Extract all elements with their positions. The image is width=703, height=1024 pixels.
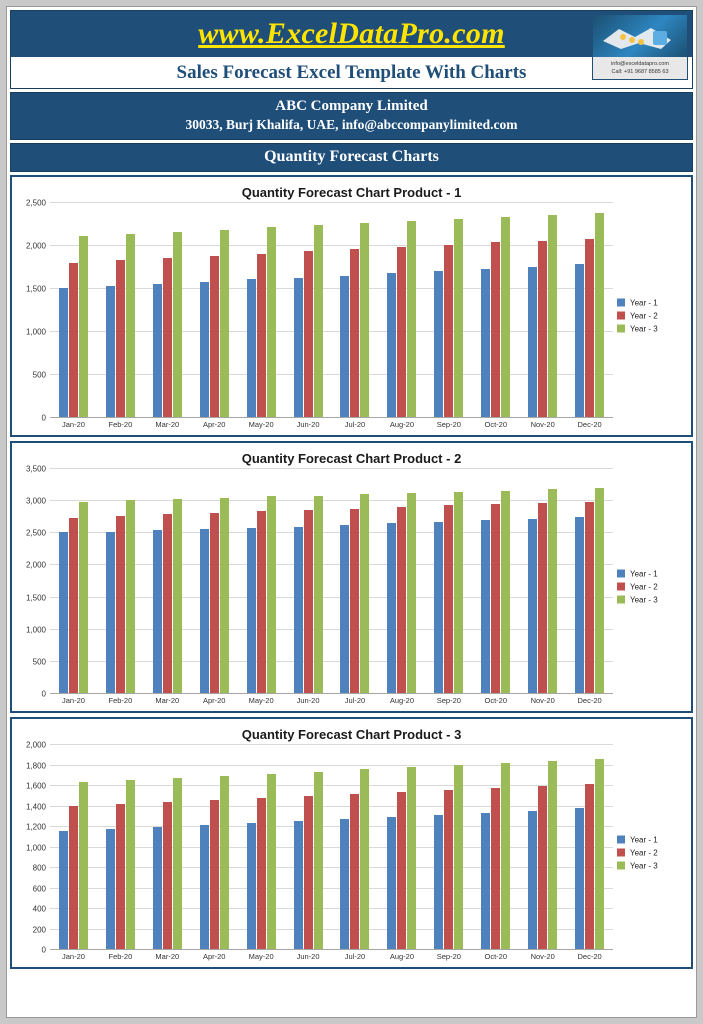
y-tick-label: 500 [32,370,46,380]
logo[interactable] [592,14,688,80]
bar-1[interactable] [528,811,537,949]
bar-2[interactable] [397,792,406,949]
bar-3[interactable] [454,492,463,693]
bar-group [285,202,332,417]
bar-2[interactable] [116,516,125,693]
bar-2[interactable] [350,794,359,949]
legend-label: Year - 3 [630,324,658,333]
y-tick-label: 1,000 [25,625,46,635]
y-tick-label: 2,500 [25,528,46,538]
x-axis-labels [50,952,613,961]
bar-2[interactable] [257,511,266,693]
bar-1[interactable] [528,267,537,417]
bar-1[interactable] [481,269,490,417]
bar-1[interactable] [387,273,396,417]
bar-2[interactable] [585,784,594,949]
x-tick-label: Jun-20 [296,952,320,961]
bar-group [378,202,425,417]
chart-title: Quantity Forecast Chart Product - 1 [241,185,462,200]
template-title-row [11,57,692,88]
y-tick-label: 0 [41,945,46,955]
bar-1[interactable] [387,817,396,949]
legend-label: Year - 1 [630,569,658,578]
chart-title: Quantity Forecast Chart Product - 2 [241,451,462,466]
bar-2[interactable] [210,256,219,417]
bar-3[interactable] [360,223,369,417]
y-tick-label: 0 [41,689,46,699]
bar-groups [50,468,613,693]
bar-group [144,744,191,949]
legend-label: Year - 1 [630,298,658,307]
x-tick-label: Nov-20 [530,420,555,429]
bar-1[interactable] [434,815,443,949]
y-tick-label: 1,000 [25,843,46,852]
bar-3[interactable] [454,765,463,949]
bar-group [97,744,144,949]
bar-2[interactable] [491,788,500,949]
y-tick-label: 2,000 [25,740,46,750]
legend-item[interactable] [617,861,658,870]
x-tick-label: Sep-20 [436,696,461,705]
bar-1[interactable] [59,532,68,693]
bar-2[interactable] [257,798,266,949]
bar-group [332,744,379,949]
bar-group [50,744,97,949]
bar-2[interactable] [69,263,78,417]
bar-group [378,468,425,693]
bar-1[interactable] [59,288,68,417]
x-tick-label: Dec-20 [577,696,602,705]
bar-group [425,202,472,417]
bar-group [566,744,613,949]
bar-1[interactable] [200,529,209,693]
x-tick-label: May-20 [248,696,274,705]
y-tick-label: 200 [32,925,46,934]
x-tick-label: Aug-20 [389,696,414,705]
bar-1[interactable] [294,527,303,694]
bar-group [519,468,566,693]
legend-item[interactable] [617,582,658,591]
bar-2[interactable] [397,247,406,417]
x-tick-label: May-20 [248,420,274,429]
legend-swatch-icon [617,596,625,604]
y-tick-label: 600 [32,884,46,893]
bar-2[interactable] [116,260,125,417]
bar-1[interactable] [153,284,162,417]
bar-group [519,202,566,417]
x-axis-line [41,413,613,423]
bar-group [566,468,613,693]
x-tick-label: Aug-20 [389,952,414,961]
bar-groups [50,202,613,417]
x-tick-label: Apr-20 [202,696,226,705]
plot-wrapper [12,198,691,429]
legend-item[interactable] [617,848,658,857]
charts-container [7,172,696,972]
bar-3[interactable] [314,496,323,693]
legend-item[interactable] [617,298,658,307]
x-axis-line [41,945,613,955]
bar-1[interactable] [340,525,349,693]
bar-group [472,744,519,949]
bar-3[interactable] [267,496,276,693]
bar-3[interactable] [220,776,229,949]
logo-contact [593,57,687,79]
bar-1[interactable] [575,517,584,693]
legend-label: Year - 2 [630,848,658,857]
bar-2[interactable] [585,239,594,417]
header-band [10,10,693,89]
bar-2[interactable] [210,513,219,693]
legend-item[interactable] [617,569,658,578]
bar-1[interactable] [434,522,443,693]
bar-1[interactable] [340,276,349,417]
bar-3[interactable] [360,769,369,949]
y-axis [12,202,50,429]
bar-3[interactable] [173,232,182,417]
legend-swatch-icon [617,325,625,333]
y-tick-label: 400 [32,904,46,914]
bar-2[interactable] [350,509,359,694]
legend-label: Year - 1 [630,835,658,844]
company-address: 30033, Burj Khalifa, UAE, info@abccompanylimited.com [185,117,518,132]
y-tick-label: 800 [32,863,46,873]
bar-1[interactable] [106,829,115,949]
x-tick-label: Oct-20 [484,696,508,705]
y-tick-label: 1,200 [25,822,46,832]
bar-3[interactable] [595,759,604,949]
bar-3[interactable] [454,219,463,417]
worksheet [6,6,697,1018]
bar-1[interactable] [575,808,584,949]
bar-1[interactable] [200,825,209,949]
bar-group [472,202,519,417]
bar-1[interactable] [294,821,303,949]
x-tick-label: Mar-20 [155,420,180,429]
bar-2[interactable] [304,510,313,693]
x-tick-label: Sep-20 [436,420,461,429]
x-tick-label: Feb-20 [108,952,133,961]
bar-group [238,744,285,949]
bar-group [519,744,566,949]
bar-2[interactable] [444,505,453,693]
plot-area [25,464,613,699]
bar-2[interactable] [163,514,172,693]
bar-2[interactable] [444,790,453,949]
legend-label: Year - 3 [630,595,658,604]
y-tick-label: 3,500 [25,464,46,474]
bar-1[interactable] [340,819,349,949]
section-band [10,143,693,172]
bar-2[interactable] [163,258,172,417]
bar-group [50,202,97,417]
bar-group [144,468,191,693]
bar-3[interactable] [126,780,135,949]
site-title-row [11,11,692,57]
x-tick-label: Jul-20 [344,696,366,705]
legend [613,468,691,705]
x-tick-label: Apr-20 [202,420,226,429]
bar-group [191,468,238,693]
bar-3[interactable] [79,502,88,693]
bar-3[interactable] [220,230,229,417]
plot-wrapper [12,740,691,961]
bar-2[interactable] [163,802,172,949]
bar-3[interactable] [501,491,510,694]
y-tick-label: 1,600 [25,781,46,791]
bar-2[interactable] [304,251,313,417]
bar-3[interactable] [267,774,276,949]
bar-group [472,468,519,693]
bar-group [97,202,144,417]
x-tick-label: Jun-20 [296,420,320,429]
plot-area [25,740,613,955]
bar-group [191,202,238,417]
bar-1[interactable] [247,823,256,949]
x-tick-label: Jan-20 [61,696,85,705]
legend-swatch-icon [617,299,625,307]
bar-2[interactable] [304,796,313,949]
bar-2[interactable] [397,507,406,693]
x-tick-label: Jul-20 [344,952,366,961]
logo-graphic [593,15,687,57]
bar-group [566,202,613,417]
company-band [10,92,693,140]
bar-3[interactable] [548,761,557,949]
bar-group [425,744,472,949]
bar-groups [50,744,613,949]
bar-group [191,744,238,949]
chart-bottom-padding [12,705,691,711]
bar-2[interactable] [538,241,547,417]
chart-panel-3[interactable] [10,717,693,969]
x-tick-label: Feb-20 [108,696,133,705]
legend-swatch-icon [617,849,625,857]
bar-2[interactable] [538,786,547,949]
y-tick-label: 2,000 [25,560,46,570]
bar-1[interactable] [247,279,256,417]
chart-bottom-padding [12,429,691,435]
bar-group [285,468,332,693]
handshake-icon [601,23,679,51]
bar-3[interactable] [173,499,182,693]
chart-panel-2[interactable] [10,441,693,713]
bar-2[interactable] [116,804,125,949]
bar-group [238,202,285,417]
x-tick-label: Jan-20 [61,952,85,961]
bar-1[interactable] [294,278,303,417]
bar-2[interactable] [69,518,78,694]
bar-3[interactable] [595,488,604,693]
legend-swatch-icon [617,836,625,844]
legend-swatch-icon [617,570,625,578]
bar-2[interactable] [444,245,453,417]
x-tick-label: Oct-20 [484,952,508,961]
bar-group [425,468,472,693]
legend-item[interactable] [617,835,658,844]
bar-group [97,468,144,693]
bar-group [50,468,97,693]
y-tick-label: 1,500 [25,284,46,294]
x-tick-label: Jan-20 [61,420,85,429]
bar-group [332,468,379,693]
x-tick-label: Dec-20 [577,952,602,961]
bar-3[interactable] [501,217,510,417]
legend-item[interactable] [617,311,658,320]
legend-label: Year - 3 [630,861,658,870]
bar-3[interactable] [360,494,369,693]
bar-3[interactable] [126,234,135,417]
plot-area [25,198,613,423]
page-title: Sales Forecast Excel Template With Charts [176,62,527,83]
x-tick-label: Oct-20 [484,420,508,429]
x-axis-labels [50,420,613,429]
bar-2[interactable] [491,242,500,417]
company-name: ABC Company Limited [275,98,428,114]
bar-1[interactable] [59,831,68,949]
x-tick-label: May-20 [248,952,274,961]
x-tick-label: Dec-20 [577,420,602,429]
bar-group [378,744,425,949]
chart-panel-1[interactable] [10,175,693,437]
legend-swatch-icon [617,862,625,870]
legend-swatch-icon [617,312,625,320]
x-tick-label: Feb-20 [108,420,133,429]
bar-3[interactable] [548,489,557,693]
legend-label: Year - 2 [630,582,658,591]
x-tick-label: Apr-20 [202,952,226,961]
bar-1[interactable] [200,282,209,417]
bar-3[interactable] [314,225,323,417]
bar-3[interactable] [407,493,416,693]
bar-3[interactable] [79,782,88,949]
bar-1[interactable] [153,530,162,693]
bar-group [144,202,191,417]
bar-1[interactable] [481,520,490,693]
bar-1[interactable] [528,519,537,693]
bar-group [285,744,332,949]
x-tick-label: Nov-20 [530,696,555,705]
chart-bottom-padding [12,961,691,967]
legend [613,202,691,429]
bar-2[interactable] [538,503,547,693]
bar-3[interactable] [501,763,510,949]
logo-email: info@exceldatapro.com [611,61,669,67]
bar-group [332,202,379,417]
bar-2[interactable] [69,806,78,949]
x-tick-label: Jun-20 [296,696,320,705]
plot-wrapper [12,464,691,705]
y-tick-label: 0 [41,413,46,423]
y-tick-label: 3,000 [25,496,46,506]
section-title: Quantity Forecast Charts [264,148,439,165]
bar-3[interactable] [595,213,604,417]
y-tick-label: 1,800 [25,761,46,770]
x-tick-label: Sep-20 [436,952,461,961]
bar-3[interactable] [173,778,182,949]
legend-label: Year - 2 [630,311,658,320]
y-tick-label: 2,500 [25,198,46,208]
legend-item[interactable] [617,595,658,604]
bar-3[interactable] [79,236,88,417]
y-tick-label: 500 [32,657,46,667]
y-tick-label: 1,500 [25,593,46,603]
bar-3[interactable] [407,221,416,417]
bar-1[interactable] [575,264,584,417]
x-tick-label: Mar-20 [155,696,180,705]
bar-3[interactable] [548,215,557,417]
bar-1[interactable] [153,827,162,949]
bar-2[interactable] [257,254,266,417]
x-axis-line [41,689,613,699]
bar-2[interactable] [491,504,500,693]
x-tick-label: Aug-20 [389,420,414,429]
bar-1[interactable] [481,813,490,949]
bar-3[interactable] [267,227,276,417]
bar-2[interactable] [210,800,219,949]
x-axis-labels [50,696,613,705]
bar-1[interactable] [106,286,115,417]
site-title[interactable]: www.ExcelDataPro.com [198,17,505,50]
legend-swatch-icon [617,583,625,591]
bar-3[interactable] [220,498,229,693]
logo-phone: Call: +91 9687 8585 63 [611,69,669,75]
bar-3[interactable] [126,500,135,693]
chart-title: Quantity Forecast Chart Product - 3 [241,727,462,742]
y-tick-label: 2,000 [25,241,46,251]
bar-2[interactable] [585,502,594,693]
bar-2[interactable] [350,249,359,417]
bar-1[interactable] [434,271,443,417]
legend-item[interactable] [617,324,658,333]
bar-1[interactable] [387,523,396,693]
bar-1[interactable] [106,532,115,693]
bar-group [238,468,285,693]
y-tick-label: 1,400 [25,802,46,811]
x-tick-label: Nov-20 [530,952,555,961]
x-tick-label: Mar-20 [155,952,180,961]
y-tick-label: 1,000 [25,327,46,337]
bar-3[interactable] [407,767,416,949]
bar-3[interactable] [314,772,323,949]
bar-1[interactable] [247,528,256,693]
x-tick-label: Jul-20 [344,420,366,429]
legend [613,744,691,961]
